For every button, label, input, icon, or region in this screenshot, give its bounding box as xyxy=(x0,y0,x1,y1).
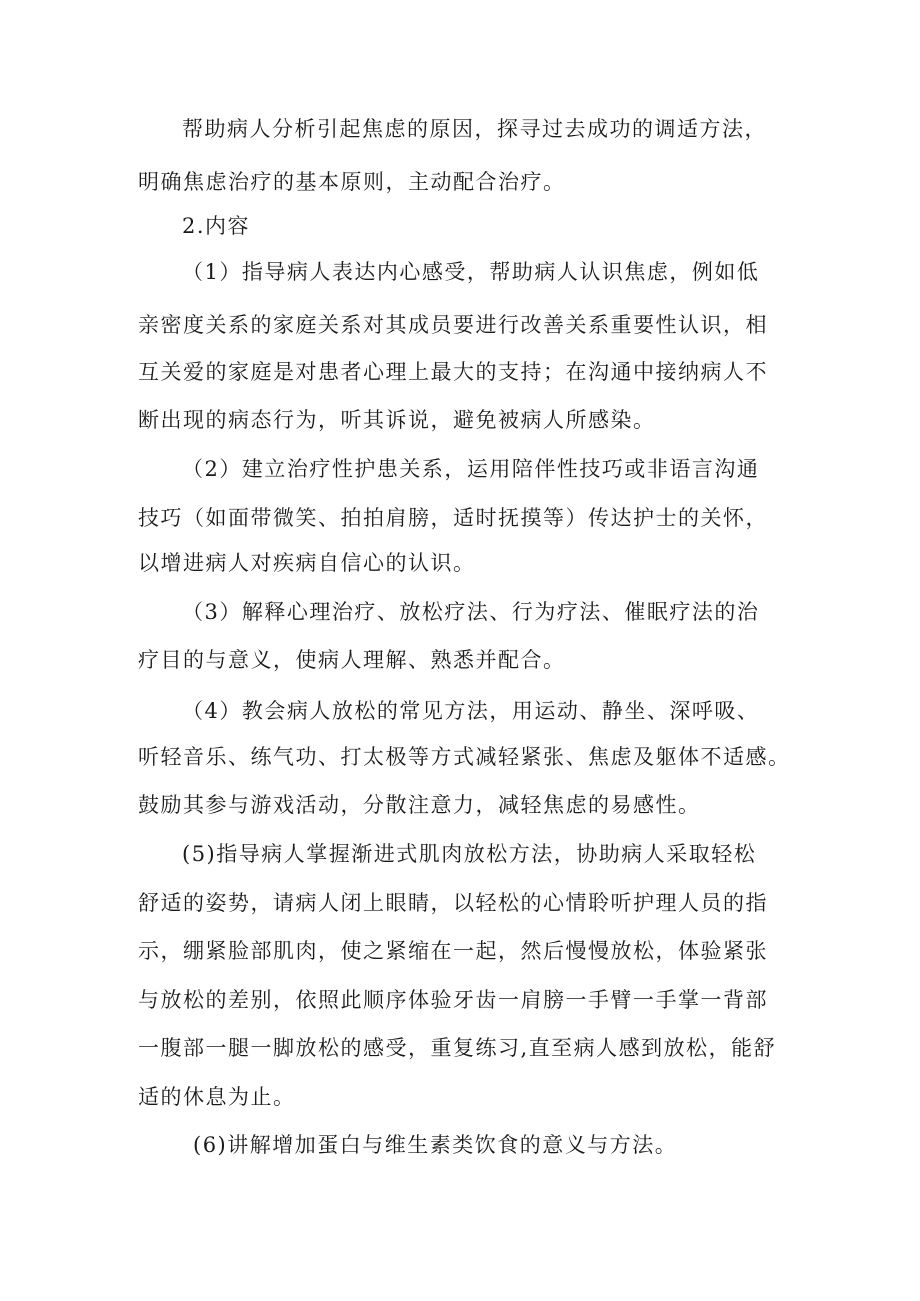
paragraph-line: （1）指导病人表达内心感受，帮助病人认识焦虑，例如低 xyxy=(182,260,760,284)
paragraph-line: 明确焦虑治疗的基本原则，主动配合治疗。 xyxy=(138,170,566,194)
paragraph-line: 适的休息为止。 xyxy=(138,1085,296,1109)
paragraph-line: 以增进病人对疾病自信心的认识。 xyxy=(138,551,476,575)
paragraph-line: （2）建立治疗性护患关系，运用陪伴性技巧或非语言沟通 xyxy=(182,457,760,481)
paragraph-line: 亲密度关系的家庭关系对其成员要进行改善关系重要性认识，相 xyxy=(138,313,768,337)
paragraph-line: 疗目的与意义，使病人理解、熟悉并配合。 xyxy=(138,648,566,672)
paragraph-line: （3）解释心理治疗、放松疗法、行为疗法、催眠疗法的治 xyxy=(182,600,760,624)
paragraph-line: 技巧（如面带微笑、拍拍肩膀，适时抚摸等）传达护士的关怀， xyxy=(138,506,768,530)
paragraph-line: 鼓励其参与游戏活动，分散注意力，减轻焦虑的易感性。 xyxy=(138,793,701,817)
paragraph-line: (5)指导病人掌握渐进式肌肉放松方法，协助病人采取轻松 xyxy=(182,842,757,866)
paragraph-line: 帮助病人分析引起焦虑的原因，探寻过去成功的调适方法， xyxy=(182,117,767,141)
paragraph-line: （4）教会病人放松的常见方法，用运动、静坐、深呼吸、 xyxy=(182,699,760,723)
paragraph-line: 断出现的病态行为，听其诉说，避免被病人所感染。 xyxy=(138,408,656,432)
paragraph-line: 听轻音乐、练气功、打太极等方式减轻紧张、焦虑及躯体不适感。 xyxy=(138,745,791,769)
paragraph-line: (6)讲解增加蛋白与维生素类饮食的意义与方法。 xyxy=(193,1133,678,1157)
paragraph-line: 与放松的差别，依照此顺序体验牙齿一肩膀一手臂一手掌一背部 xyxy=(138,988,768,1012)
paragraph-line: 示，绷紧脸部肌肉，使之紧缩在一起，然后慢慢放松，体验紧张 xyxy=(138,939,768,963)
paragraph-line: 一腹部一腿一脚放松的感受，重复练习,直至病人感到放松，能舒 xyxy=(138,1036,777,1060)
paragraph-line: 互关爱的家庭是对患者心理上最大的支持；在沟通中接纳病人不 xyxy=(138,360,768,384)
section-heading: 2.内容 xyxy=(182,214,251,238)
paragraph-line: 舒适的姿势，请病人闭上眼睛，以轻松的心情聆听护理人员的指 xyxy=(138,891,768,915)
